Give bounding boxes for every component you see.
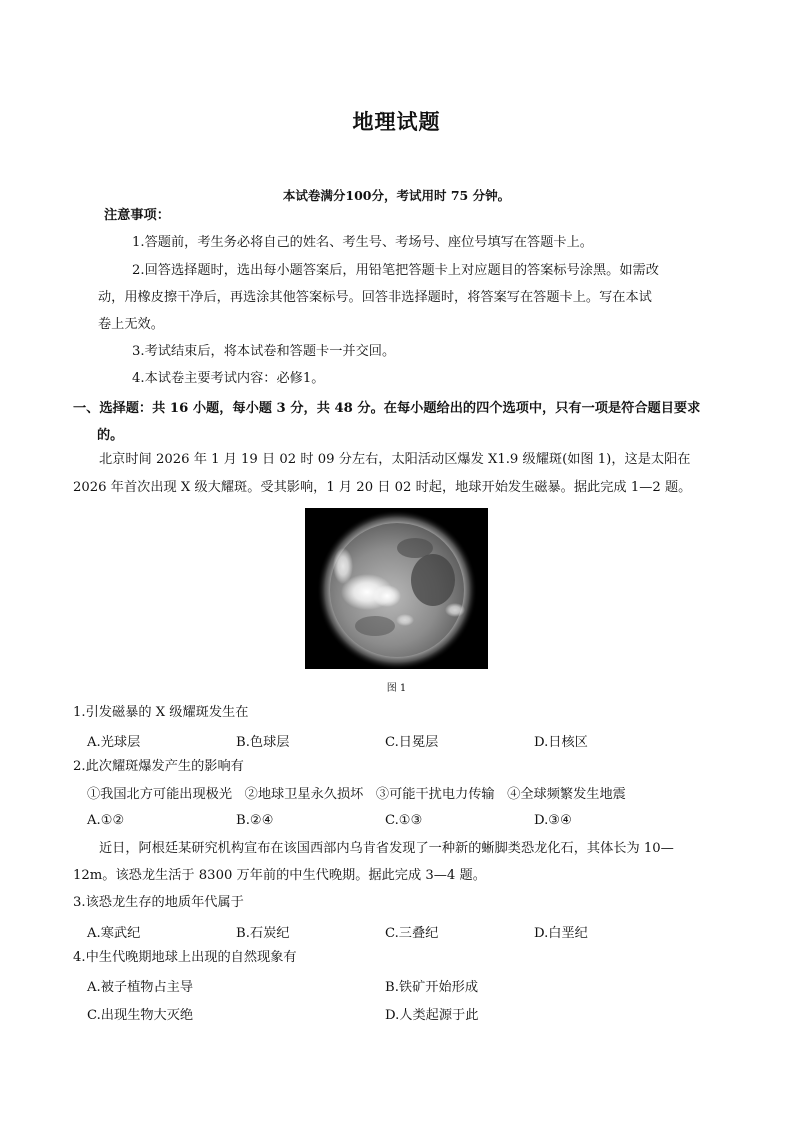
note-item-4: 4.本试卷主要考试内容：必修1。: [132, 371, 325, 386]
q3-option-d: D.白垩纪: [534, 926, 588, 941]
note-item-2: 2.回答选择题时，选出每小题答案后，用铅笔把答题卡上对应题目的答案标号涂黑。如需改: [132, 263, 659, 278]
q4-option-c: C.出现生物大灭绝: [87, 1008, 194, 1023]
note-item-2-cont: 动，用橡皮擦干净后，再选涂其他答案标号。回答非选择题时，将答案写在答题卡上。写在本试: [98, 290, 652, 305]
section-heading-cont: 的。: [97, 428, 124, 443]
sun-flare-image: [305, 508, 488, 669]
q1-option-a: A.光球层: [87, 735, 141, 750]
q2-option-d: D.③④: [534, 813, 572, 828]
q1-option-c: C.日冕层: [385, 735, 439, 750]
q4-option-d: D.人类起源于此: [385, 1008, 479, 1023]
q1-option-b: B.色球层: [236, 735, 290, 750]
question-2-stem: 2.此次耀斑爆发产生的影响有: [73, 759, 244, 774]
passage-2-line-2: 12m。该恐龙生活于 8300 万年前的中生代晚期。据此完成 3—4 题。: [73, 868, 486, 883]
question-1-stem: 1.引发磁暴的 X 级耀斑发生在: [73, 705, 249, 720]
passage-1-line-1: 北京时间 2026 年 1 月 19 日 02 时 09 分左右，太阳活动区爆发 X1.9 级耀斑(如图 1)，这是太阳在: [99, 452, 691, 467]
exam-info: 本试卷满分100分，考试用时 75 分钟。: [282, 188, 511, 203]
q2-statements: ①我国北方可能出现极光 ②地球卫星永久损坏 ③可能干扰电力传输 ④全球频繁发生地震: [87, 787, 626, 802]
question-4-stem: 4.中生代晚期地球上出现的自然现象有: [73, 950, 297, 965]
section-heading: 一、选择题：共 16 小题，每小题 3 分，共 48 分。在每小题给出的四个选项中，只有一项是符合题目要求: [73, 401, 701, 416]
q3-option-c: C.三叠纪: [385, 926, 439, 941]
passage-1-line-2: 2026 年首次出现 X 级大耀斑。受其影响，1 月 20 日 02 时起，地球开始发生磁暴。据此完成 1—2 题。: [73, 480, 692, 495]
q3-option-a: A.寒武纪: [87, 926, 141, 941]
q3-option-b: B.石炭纪: [236, 926, 290, 941]
q2-option-c: C.①③: [385, 813, 423, 828]
page-title: 地理试题: [352, 110, 441, 134]
figure-caption: 图 1: [386, 683, 407, 694]
q2-option-a: A.①②: [87, 813, 125, 828]
q1-option-d: D.日核区: [534, 735, 588, 750]
q2-option-b: B.②④: [236, 813, 274, 828]
notes-heading: 注意事项：: [104, 208, 170, 223]
passage-2-line-1: 近日，阿根廷某研究机构宣布在该国西部内乌肯省发现了一种新的蜥脚类恐龙化石，其体长为 10—: [99, 841, 674, 856]
q4-option-b: B.铁矿开始形成: [385, 980, 479, 995]
note-item-2-end: 卷上无效。: [98, 317, 164, 332]
note-item-3: 3.考试结束后，将本试卷和答题卡一并交回。: [132, 344, 396, 359]
question-3-stem: 3.该恐龙生存的地质年代属于: [73, 895, 244, 910]
note-item-1: 1.答题前，考生务必将自己的姓名、考生号、考场号、座位号填写在答题卡上。: [132, 235, 593, 250]
q4-option-a: A.被子植物占主导: [87, 980, 194, 995]
